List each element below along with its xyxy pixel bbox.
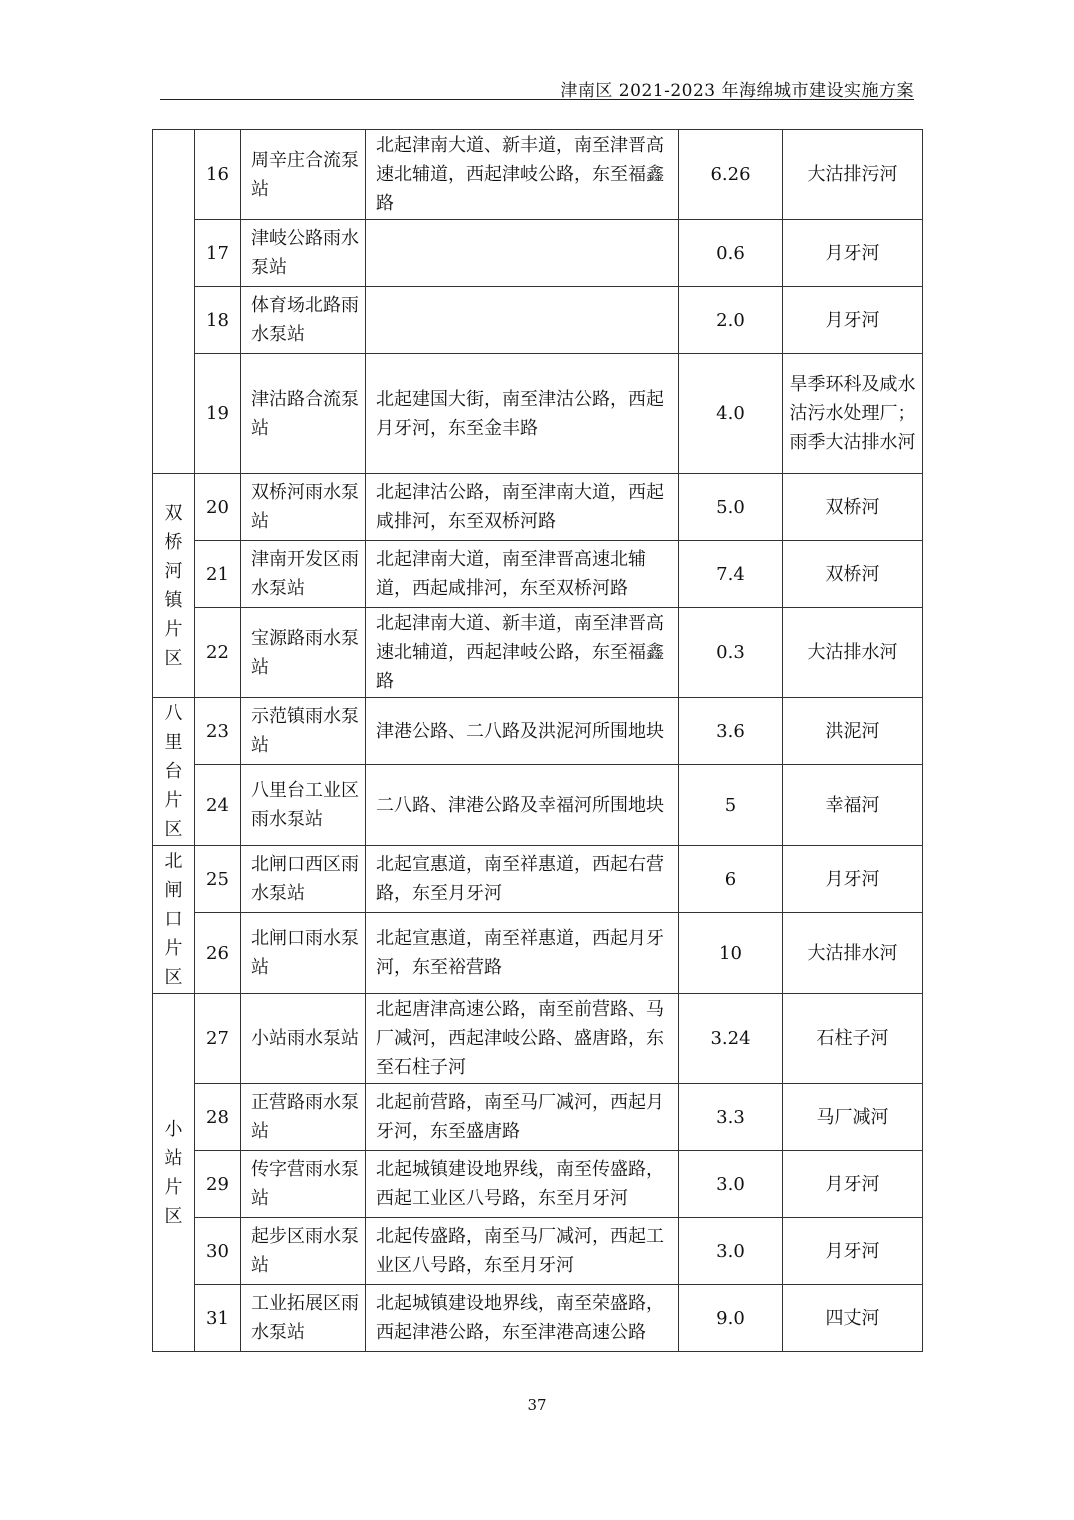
table-row bbox=[153, 698, 923, 765]
station-name: 双桥河雨水泵站 bbox=[241, 474, 366, 541]
catchment-area: 3.3 bbox=[679, 1084, 783, 1151]
service-range: 北起宣惠道，南至祥惠道，西起右营路，东至月牙河 bbox=[366, 846, 679, 913]
area-cell bbox=[153, 698, 195, 846]
area-cell bbox=[153, 474, 195, 698]
station-name: 示范镇雨水泵站 bbox=[241, 698, 366, 765]
table-row bbox=[153, 994, 923, 1084]
area-cell bbox=[153, 994, 195, 1352]
row-number: 25 bbox=[195, 846, 241, 913]
table-row bbox=[153, 474, 923, 541]
area-label: 北闸口片区 bbox=[164, 851, 183, 988]
service-range: 津港公路、二八路及洪泥河所围地块 bbox=[366, 698, 679, 765]
receiving-river: 四丈河 bbox=[783, 1285, 923, 1352]
catchment-area: 7.4 bbox=[679, 541, 783, 608]
catchment-area: 6.26 bbox=[679, 130, 783, 220]
row-number: 31 bbox=[195, 1285, 241, 1352]
row-number: 20 bbox=[195, 474, 241, 541]
station-name: 体育场北路雨水泵站 bbox=[241, 287, 366, 354]
service-range: 二八路、津港公路及幸福河所围地块 bbox=[366, 765, 679, 846]
receiving-river: 月牙河 bbox=[783, 287, 923, 354]
area-label: 八里台片区 bbox=[164, 703, 183, 840]
service-range: 北起建国大街，南至津沽公路，西起月牙河，东至金丰路 bbox=[366, 354, 679, 474]
catchment-area: 6 bbox=[679, 846, 783, 913]
table-row bbox=[153, 287, 923, 354]
table-row bbox=[153, 1285, 923, 1352]
receiving-river: 月牙河 bbox=[783, 846, 923, 913]
catchment-area: 9.0 bbox=[679, 1285, 783, 1352]
row-number: 18 bbox=[195, 287, 241, 354]
station-name: 宝源路雨水泵站 bbox=[241, 608, 366, 698]
station-name: 津岐公路雨水泵站 bbox=[241, 220, 366, 287]
table-row bbox=[153, 1084, 923, 1151]
row-number: 21 bbox=[195, 541, 241, 608]
receiving-river: 月牙河 bbox=[783, 1151, 923, 1218]
receiving-river: 双桥河 bbox=[783, 541, 923, 608]
row-number: 29 bbox=[195, 1151, 241, 1218]
service-range: 北起津南大道、新丰道，南至津晋高速北辅道，西起津岐公路，东至福鑫路 bbox=[366, 608, 679, 698]
station-name: 正营路雨水泵站 bbox=[241, 1084, 366, 1151]
page-number: 37 bbox=[527, 1396, 547, 1414]
service-range: 北起前营路，南至马厂减河，西起月牙河，东至盛唐路 bbox=[366, 1084, 679, 1151]
service-range: 北起津沽公路，南至津南大道，西起咸排河，东至双桥河路 bbox=[366, 474, 679, 541]
station-name: 周辛庄合流泵站 bbox=[241, 130, 366, 220]
table-row bbox=[153, 913, 923, 994]
station-name: 八里台工业区雨水泵站 bbox=[241, 765, 366, 846]
receiving-river: 双桥河 bbox=[783, 474, 923, 541]
station-name: 起步区雨水泵站 bbox=[241, 1218, 366, 1285]
receiving-river: 大沽排水河 bbox=[783, 913, 923, 994]
row-number: 23 bbox=[195, 698, 241, 765]
table-row bbox=[153, 608, 923, 698]
receiving-river: 马厂减河 bbox=[783, 1084, 923, 1151]
catchment-area: 3.24 bbox=[679, 994, 783, 1084]
row-number: 22 bbox=[195, 608, 241, 698]
station-name: 津沽路合流泵站 bbox=[241, 354, 366, 474]
row-number: 16 bbox=[195, 130, 241, 220]
catchment-area: 3.6 bbox=[679, 698, 783, 765]
area-label: 小站片区 bbox=[164, 1118, 183, 1227]
station-name: 津南开发区雨水泵站 bbox=[241, 541, 366, 608]
service-range: 北起唐津高速公路，南至前营路、马厂减河，西起津岐公路、盛唐路，东至石柱子河 bbox=[366, 994, 679, 1084]
catchment-area: 3.0 bbox=[679, 1151, 783, 1218]
receiving-river: 石柱子河 bbox=[783, 994, 923, 1084]
receiving-river: 幸福河 bbox=[783, 765, 923, 846]
row-number: 24 bbox=[195, 765, 241, 846]
catchment-area: 2.0 bbox=[679, 287, 783, 354]
area-label: 双桥河镇片区 bbox=[164, 502, 183, 669]
catchment-area: 4.0 bbox=[679, 354, 783, 474]
area-cell-blank bbox=[153, 130, 195, 474]
station-name: 传字营雨水泵站 bbox=[241, 1151, 366, 1218]
service-range: 北起传盛路，南至马厂减河，西起工业区八号路，东至月牙河 bbox=[366, 1218, 679, 1285]
row-number: 28 bbox=[195, 1084, 241, 1151]
row-number: 17 bbox=[195, 220, 241, 287]
station-name: 工业拓展区雨水泵站 bbox=[241, 1285, 366, 1352]
table-row bbox=[153, 1151, 923, 1218]
table-row bbox=[153, 846, 923, 913]
catchment-area: 3.0 bbox=[679, 1218, 783, 1285]
table-row bbox=[153, 130, 923, 220]
station-name: 北闸口雨水泵站 bbox=[241, 913, 366, 994]
receiving-river: 大沽排水河 bbox=[783, 608, 923, 698]
service-range: 北起津南大道、新丰道，南至津晋高速北辅道，西起津岐公路，东至福鑫路 bbox=[366, 130, 679, 220]
header-title: 津南区 2021-2023 年海绵城市建设实施方案 bbox=[560, 81, 914, 101]
receiving-river: 旱季环科及咸水沽污水处理厂； 雨季大沽排水河 bbox=[783, 354, 923, 474]
service-range: 北起城镇建设地界线，南至荣盛路，西起津港公路，东至津港高速公路 bbox=[366, 1285, 679, 1352]
station-name: 北闸口西区雨水泵站 bbox=[241, 846, 366, 913]
pump-station-table bbox=[152, 129, 923, 1352]
receiving-river: 洪泥河 bbox=[783, 698, 923, 765]
catchment-area: 5 bbox=[679, 765, 783, 846]
table-row bbox=[153, 1218, 923, 1285]
header-rule bbox=[160, 99, 914, 100]
table-row bbox=[153, 354, 923, 474]
row-number: 26 bbox=[195, 913, 241, 994]
row-number: 19 bbox=[195, 354, 241, 474]
table-row bbox=[153, 220, 923, 287]
row-number: 27 bbox=[195, 994, 241, 1084]
receiving-river: 月牙河 bbox=[783, 220, 923, 287]
table-row bbox=[153, 765, 923, 846]
catchment-area: 0.3 bbox=[679, 608, 783, 698]
receiving-river: 月牙河 bbox=[783, 1218, 923, 1285]
catchment-area: 5.0 bbox=[679, 474, 783, 541]
receiving-river: 大沽排污河 bbox=[783, 130, 923, 220]
row-number: 30 bbox=[195, 1218, 241, 1285]
service-range: 北起城镇建设地界线，南至传盛路，西起工业区八号路，东至月牙河 bbox=[366, 1151, 679, 1218]
service-range bbox=[366, 287, 679, 354]
service-range bbox=[366, 220, 679, 287]
table-row bbox=[153, 541, 923, 608]
catchment-area: 10 bbox=[679, 913, 783, 994]
catchment-area: 0.6 bbox=[679, 220, 783, 287]
service-range: 北起津南大道，南至津晋高速北辅道，西起咸排河，东至双桥河路 bbox=[366, 541, 679, 608]
station-name: 小站雨水泵站 bbox=[241, 994, 366, 1084]
area-cell bbox=[153, 846, 195, 994]
service-range: 北起宣惠道，南至祥惠道，西起月牙河，东至裕营路 bbox=[366, 913, 679, 994]
